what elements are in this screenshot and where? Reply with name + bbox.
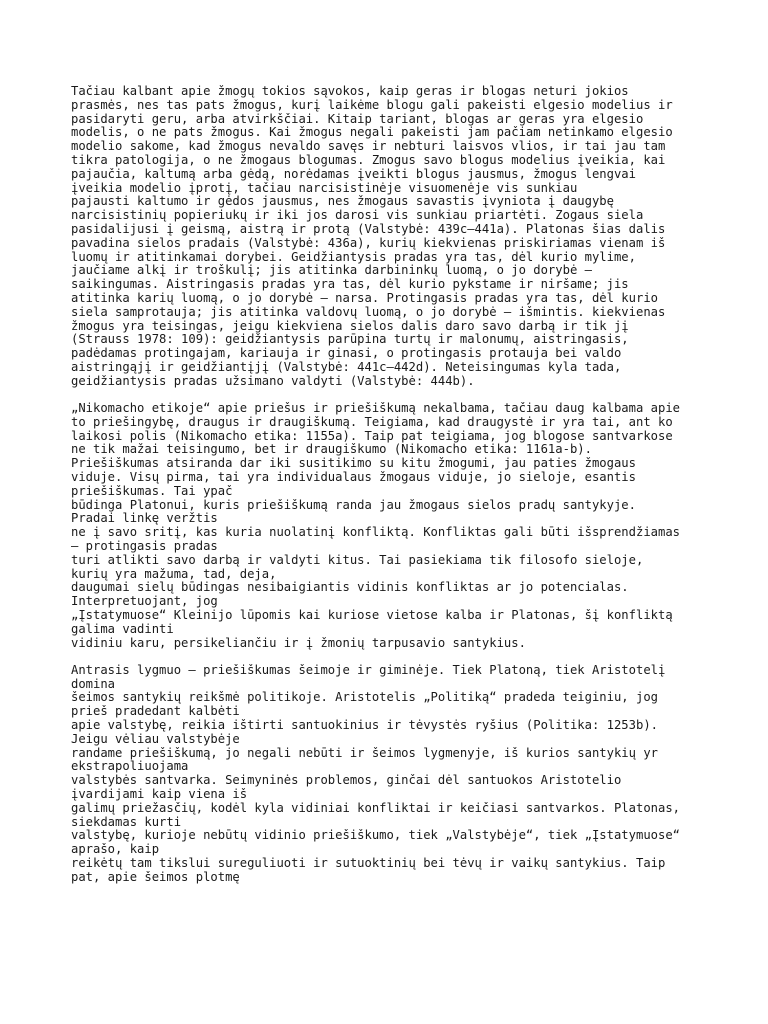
text-line: priešiškumas. Tai ypač: [71, 484, 233, 498]
text-line: atitinka karių luomą, o jo dorybė – narsa. Protingasis pradas yra tas, dėl kurio: [71, 291, 658, 305]
text-line: randame priešiškumą, jo negali nebūti ir šeimos lygmenyje, iš kurios santykių yr: [71, 746, 658, 760]
text-line: tikra patologija, o ne žmogaus blogumas. Žmogus savo blogus modelius įveikia, kai: [71, 153, 666, 167]
document-page: [71, 85, 761, 898]
text-line: to priešingybę, draugus ir draugiškumą. Teigiama, kad draugystė ir yra tai, ant ko: [71, 415, 673, 429]
paragraph: [71, 402, 761, 650]
text-line: narcisistinių popieriukų ir iki jos darosi vis sunkiau priartėti. Žogaus siela: [71, 209, 644, 223]
text-line: – protingasis pradas: [71, 540, 218, 553]
text-line: siela samprotauja; jis atitinka valdovų luomą, o jo dorybė – išmintis. kiekvienas: [71, 305, 666, 319]
text-line: (Strauss 1978: 109): geidžiantysis parūpina turtų ir malonumų, aistringasis,: [71, 333, 629, 347]
text-line: modelis, o ne pats žmogus. Kai žmogus negali pakeisti jam pačiam netinkamo elgesio: [71, 126, 673, 140]
text-line: pajaučia, kaltumą arba gėdą, norėdamas įveikti blogus jausmus, žmogus lengvai: [71, 167, 636, 181]
text-line: pat, apie šeimos plotmę: [71, 870, 240, 884]
text-line: daugumai sielų būdingas nesibaigiantis vidinis konfliktas ar jo potencialas.: [71, 581, 629, 595]
text-line: Jeigu vėliau valstybėje: [71, 732, 240, 746]
text-line: šeimos santykių reikšmė politikoje. Aristotelis „Politiką“ pradeda teiginiu, jog: [71, 691, 658, 705]
text-line: jaučiame alkį ir troškulį; jis atitinka darbininkų luomą, o jo dorybė –: [71, 264, 592, 278]
text-line: valstybę, kurioje nebūtų vidinio priešiškumo, tiek „Valstybėje“, tiek „Įstatymuose“: [71, 829, 681, 843]
text-line: aprašo, kaip: [71, 843, 160, 857]
text-line: pasidaryti geru, arba atvirkščiai. Kitaip tariant, blogas ar geras yra elgesio: [71, 112, 644, 126]
text-line: Priešiškumas atsiranda dar iki susitikimo su kitu žmogumi, jau paties žmogaus: [71, 457, 636, 471]
text-line: domina: [71, 677, 116, 691]
text-line: ne tik mažai teisingumo, bet ir draugiškumo (Nikomacho etika: 1161a-b).: [71, 443, 592, 457]
text-line: pasidalijusi į geismą, aistrą ir protą (Valstybė: 439c–441a). Platonas šias dalis: [71, 222, 666, 236]
text-line: Interpretuojant, jog: [71, 595, 218, 609]
text-line: įveikia modelio įprotį, tačiau narcisistinėje visuomenėje vis sunkiau: [71, 181, 578, 195]
text-line: modelio sakome, kad žmogus nevaldo savęs ir nebturi laisvos vlios, ir tai jau tam: [71, 140, 666, 154]
text-line: Tačiau kalbant apie žmogų tokios sąvokos, kaip geras ir blogas neturi jokios: [71, 85, 629, 98]
text-line: luomų ir atitinkamai dorybei. Geidžiantysis pradas yra tas, dėl kurio mylime,: [71, 250, 636, 264]
text-line: saikingumas. Aistringasis pradas yra tas, dėl kurio pykstame ir niršame; jis: [71, 278, 629, 292]
text-line: žmogus yra teisingas, jeigu kiekviena sielos dalis daro savo darbą ir tik jį: [71, 319, 629, 333]
text-line: laikosi polis (Nikomacho etika: 1155a). Taip pat teigiama, jog blogose santvarkose: [71, 429, 673, 443]
text-line: geidžiantysis pradas užsimano valdyti (Valstybė: 444b).: [71, 374, 475, 388]
text-line: apie valstybę, reikia ištirti santuokinius ir tėvystės ryšius (Politika: 1253b).: [71, 719, 658, 733]
text-line: pavadina sielos pradais (Valstybė: 436a), kurių kiekvienas priskiriamas vienam iš: [71, 236, 666, 250]
text-line: padėdamas protingajam, kariauja ir ginasi, o protingasis protauja bei valdo: [71, 347, 622, 361]
text-line: galima vadinti: [71, 622, 174, 636]
text-line: pajausti kaltumo ir gėdos jausmus, nes žmogaus savastis įvyniota į daugybę: [71, 195, 614, 209]
text-line: galimų priežasčių, kodėl kyla vidiniai konfliktai ir keičiasi santvarkos. Platonas,: [71, 801, 681, 815]
text-line: ekstrapoliuojama: [71, 760, 189, 774]
text-line: ne į savo sritį, kas kuria nuolatinį konfliktą. Konfliktas gali būti išsprendžiamas: [71, 526, 681, 540]
text-line: „Įstatymuose“ Kleinijo lūpomis kai kuriose vietose kalba ir Platonas, šį konfliktą: [71, 608, 673, 622]
paragraph: [71, 85, 761, 389]
text-line: valstybės santvarka. Šeimyninės problemos, ginčai dėl santuokos Aristotelio: [71, 774, 622, 788]
text-line: Pradai linkę veržtis: [71, 512, 218, 526]
text-line: siekdamas kurti: [71, 815, 182, 829]
text-line: prasmės, nes tas pats žmogus, kurį laikėme blogu gali pakeisti elgesio modelius ir: [71, 98, 673, 112]
text-line: prieš pradedant kalbėti: [71, 705, 240, 719]
text-line: vidiniu karu, persikeliančiu ir į žmonių tarpusavio santykius.: [71, 636, 526, 650]
text-line: reikėtų tam tikslui sureguliuoti ir sutuoktinių bei tėvų ir vaikų santykius. Taip: [71, 857, 666, 871]
text-line: kurių yra mažuma, tad, deja,: [71, 567, 277, 581]
paragraph: [71, 664, 761, 885]
text-line: įvardijami kaip viena iš: [71, 788, 248, 802]
text-line: būdinga Platonui, kuris priešiškumą randa jau žmogaus sielos pradų santykyje.: [71, 498, 636, 512]
text-line: turi atlikti savo darbą ir valdyti kitus. Tai pasiekiama tik filosofo sieloje,: [71, 553, 644, 567]
text-line: „Nikomacho etikoje“ apie priešus ir priešiškumą nekalbama, tačiau daug kalbama apie: [71, 402, 681, 416]
text-line: viduje. Visų pirma, tai yra individualaus žmogaus viduje, jo sieloje, esantis: [71, 471, 636, 485]
text-line: Antrasis lygmuo – priešiškumas šeimoje ir giminėje. Tiek Platoną, tiek Aristotelį: [71, 663, 666, 677]
text-line: aistringąjį ir geidžiantįjį (Valstybė: 441c–442d). Neteisingumas kyla tada,: [71, 360, 622, 374]
